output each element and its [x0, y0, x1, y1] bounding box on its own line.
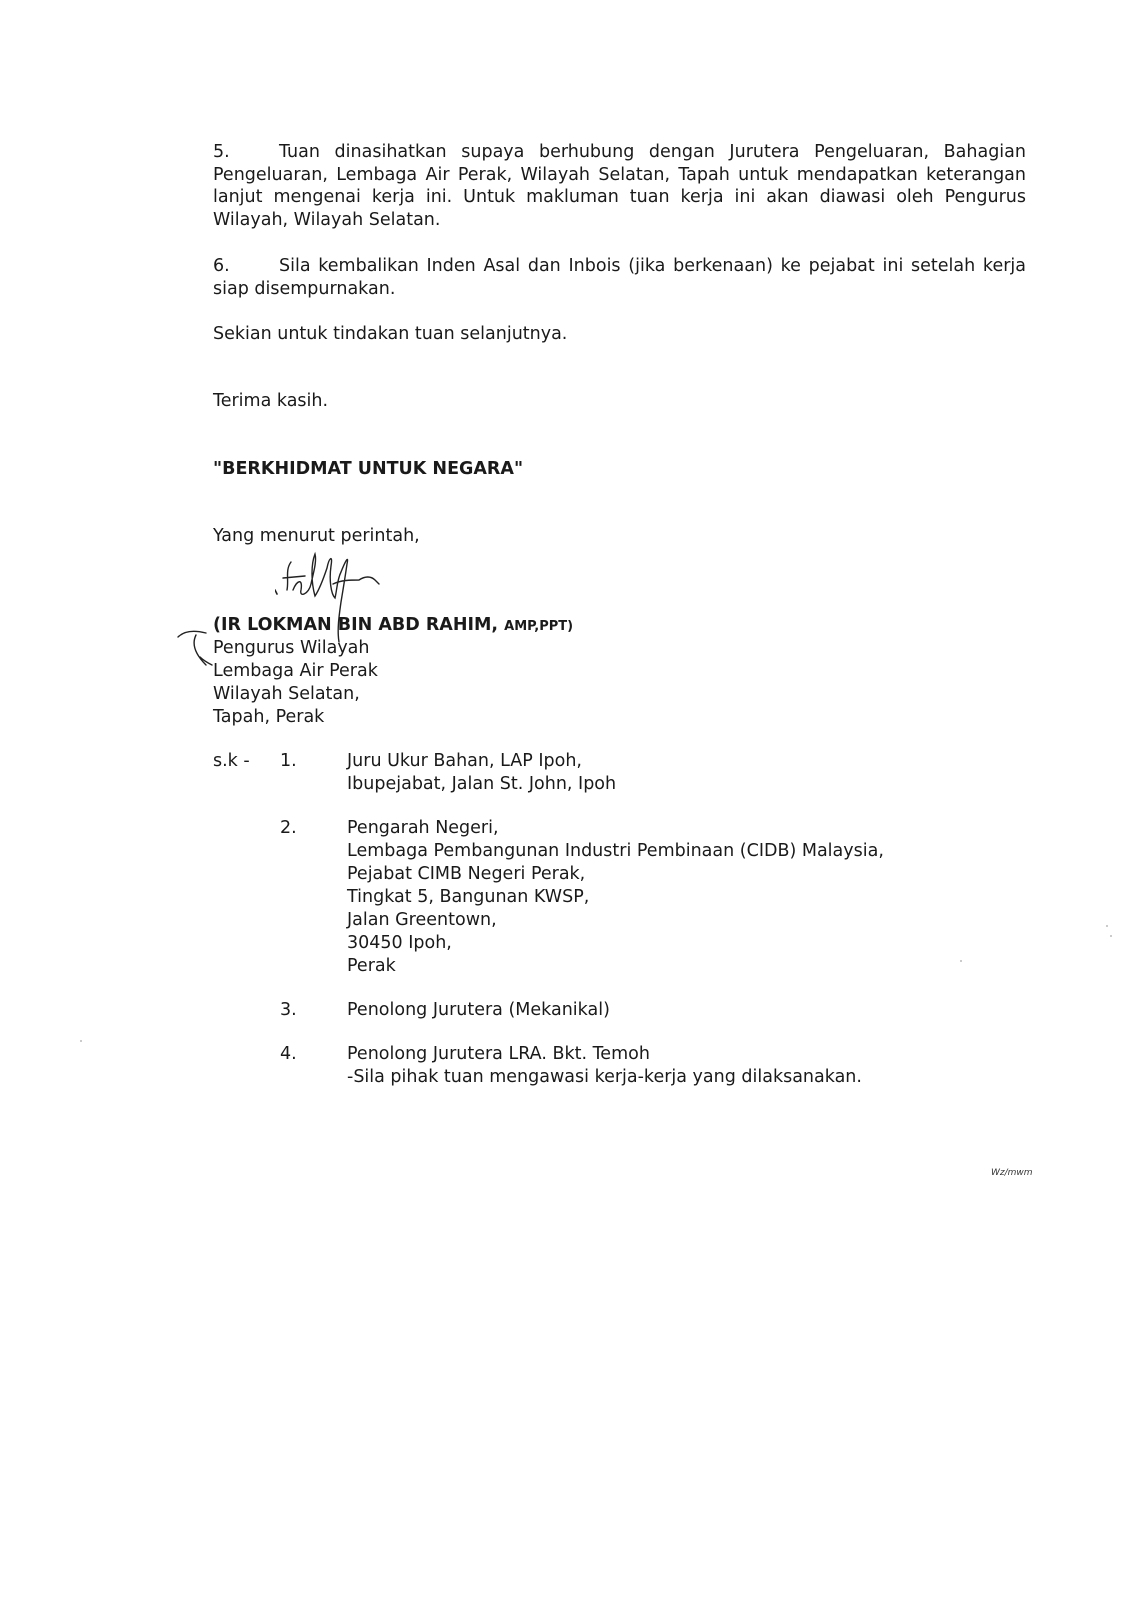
signatory-honorifics: AMP,PPT) — [504, 619, 574, 634]
cc-item-line: Ibupejabat, Jalan St. John, Ipoh — [347, 774, 617, 794]
cc-item-line: 30450 Ipoh, — [347, 933, 452, 953]
paragraph-text: Sila kembalikan Inden Asal dan Inbois (jika berkenaan) ke pejabat ini setelah kerja siap disempurnakan. — [213, 256, 1026, 299]
cc-item-line: Penolong Jurutera (Mekanikal) — [347, 1000, 610, 1020]
cc-item-line: Pejabat CIMB Negeri Perak, — [347, 864, 586, 884]
cc-item-line: -Sila pihak tuan mengawasi kerja-kerja yang dilaksanakan. — [347, 1067, 862, 1087]
signatory-org: Lembaga Air Perak — [213, 661, 378, 681]
cc-item-number: 4. — [280, 1044, 297, 1064]
signatory-location: Tapah, Perak — [213, 707, 325, 727]
motto: "BERKHIDMAT UNTUK NEGARA" — [213, 459, 524, 479]
cc-item-line: Perak — [347, 956, 396, 976]
thanks-line: Terima kasih. — [213, 391, 329, 411]
scan-speck — [1110, 935, 1112, 937]
reference-initials: Wz/mwm — [991, 1168, 1033, 1178]
signatory-name — [213, 614, 573, 638]
scan-speck — [1106, 925, 1108, 927]
cc-label: s.k - — [213, 751, 250, 771]
salutation: Yang menurut perintah, — [213, 526, 420, 546]
paragraph-number: 6. — [213, 256, 230, 276]
margin-check-mark — [176, 629, 216, 679]
signatory-region: Wilayah Selatan, — [213, 684, 360, 704]
closing-line: Sekian untuk tindakan tuan selanjutnya. — [213, 324, 568, 344]
cc-item-line: Tingkat 5, Bangunan KWSP, — [347, 887, 590, 907]
cc-item-line: Lembaga Pembangunan Industri Pembinaan (CIDB) Malaysia, — [347, 841, 884, 861]
cc-item-line: Penolong Jurutera LRA. Bkt. Temoh — [347, 1044, 650, 1064]
signatory-title: Pengurus Wilayah — [213, 638, 370, 658]
cc-item-line: Pengarah Negeri, — [347, 818, 499, 838]
cc-item-line: Jalan Greentown, — [347, 910, 497, 930]
cc-item-line: Juru Ukur Bahan, LAP Ipoh, — [347, 751, 582, 771]
scan-speck — [80, 1040, 82, 1042]
cc-item-number: 2. — [280, 818, 297, 838]
paragraph-6 — [213, 255, 1026, 300]
signatory-name-text: (IR LOKMAN BIN ABD RAHIM, — [213, 615, 499, 635]
paragraph-5 — [213, 141, 1026, 231]
cc-item-number: 1. — [280, 751, 297, 771]
paragraph-number: 5. — [213, 142, 230, 162]
paragraph-text: Tuan dinasihatkan supaya berhubung dengan Jurutera Pengeluaran, Bahagian Pengeluaran, Lembaga Air Perak, Wilayah Selatan, Tapah untuk mendapatkan keterangan lanjut mengenai kerja ini. Untuk makluman tuan kerja ini akan diawasi oleh Pengurus Wilayah, Wilayah Selatan. — [213, 142, 1026, 230]
cc-item-number: 3. — [280, 1000, 297, 1020]
scan-speck — [960, 960, 962, 962]
